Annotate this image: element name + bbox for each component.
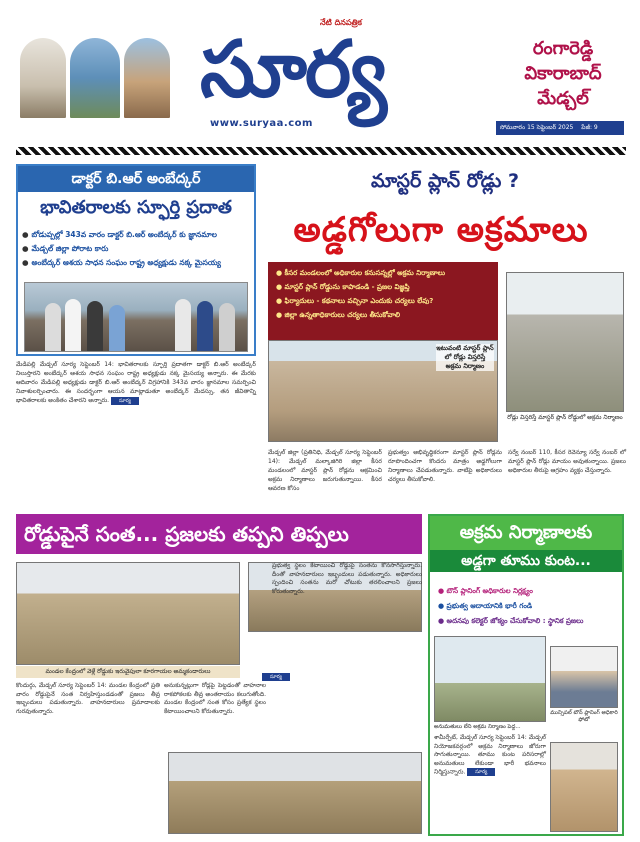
story-headline: అడ్డగోలుగా అక్రమాలు: [293, 210, 589, 250]
building-photo: [550, 742, 618, 832]
bullet-item: ● కీసర మండలంలో అధికారుల కనుసన్నల్లో అక్రమ నిర్మాణాలు: [276, 269, 445, 277]
source-badge: సూర్య: [111, 397, 139, 405]
source-badge: సూర్య: [467, 768, 495, 776]
bullet-icon: ●: [22, 258, 29, 267]
photo-caption: రోడ్లు విస్తరిస్తే మాస్టర్ ప్లాన్ రోడ్డులో అక్రమ నిర్మాణం: [507, 414, 623, 421]
airport-photo: [70, 38, 120, 118]
photo-caption: ఇటువంటి మాస్టర్ ప్లాన్ లో రోడ్లు విస్తరిస్తే అక్రమ నిర్మాణం: [436, 344, 494, 370]
bullet-item: ● టౌన్ ప్లానింగ్ అధికారుల నిర్లక్ష్యం: [438, 587, 533, 595]
body-column: మేడ్చల్ జిల్లా (ప్రతినిధి, మేడ్చల్ సూర్య సెప్టెంబర్ 14): మేడ్చల్ మల్కాజిగిరి జిల్లా కీసర మండలంలో మాస్టర్ ప్లాన్ రోడ్లను ఆక్రమించి అక్రమ నిర్మాణాలు జరుగుతున్నాయి. కీసర ఆవరణ కోసం: [268, 449, 382, 492]
group-photo: [24, 282, 248, 352]
story-kicker: మాస్టర్ ప్లాన్ రోడ్లు ?: [371, 170, 519, 192]
body-column: కొందుర్గు, మేడ్చల్ సూర్య సెప్టెంబర్ 14: మండల కేంద్రంలో ప్రతి వారం రోడ్డుపైనే సంత నిర్వహిస్తుండడంతో ప్రజలు తీవ్ర ఇబ్బందులు పడుతున్నారు. వాహనదారులు ప్రమాదాలకు గురవుతున్నారు.: [16, 682, 160, 715]
illegal-construction-box: [428, 514, 624, 836]
masthead-tagline: నేటి దినపత్రిక: [320, 18, 362, 27]
bullet-item: ● అంబేద్కర్ ఆశయ సాధన సంఘం రాష్ట్ర అధ్యక్షుడు నక్క మైసయ్య: [22, 258, 221, 267]
story-headline: భావితరాలకు స్ఫూర్తి ప్రదాత: [40, 197, 232, 218]
official-portrait: [550, 646, 618, 708]
bullet-item: ● అదనపు కలెక్టర్ జోక్యం చేసుకోవాలి : స్థానిక ప్రజలు: [438, 617, 584, 625]
masthead: [0, 0, 640, 145]
body-column: అనుకున్నట్లుగా రోడ్లపై పెట్టడంతో వాహనాల రాకపోకలకు తీవ్ర అంతరాయం కలుగుతోంది. మండల కేంద్రంలో సంత కోసం ప్రత్యేక స్థలం కేటాయించాలని కోరుతున్నారు.: [164, 682, 266, 715]
issue-date: సోమవారం 15 సెప్టెంబర్ 2025: [500, 124, 574, 131]
story-headline: రోడ్డుపైనే సంత... ప్రజలకు తప్పని తిప్పలు: [16, 514, 422, 554]
story-body: శామీర్పేట్, మేడ్చల్ సూర్య సెప్టెంబర్ 14: మేడ్చల్ నియోజకవర్గంలో అక్రమ నిర్మాణాలు జోరుగా సాగుతున్నాయి. తూము కుంట పరిసరాల్లో అనుమతులు లేకుండా భారీ భవనాలు నిర్మిస్తున్నారు. సూర్య: [434, 734, 546, 776]
hatched-divider: [16, 147, 626, 155]
bullet-icon: ●: [22, 244, 29, 253]
dateline: [496, 121, 624, 135]
statue-photo: [124, 38, 170, 118]
edition-list: [498, 36, 628, 111]
photo-caption: అనుమతులు లేని అక్రమ నిర్మాణం పెద్ద...: [434, 724, 521, 730]
body-column: ప్రభుత్వం అభివృద్ధికరంగా మాస్టర్ ప్లాన్ రోడ్లను రూపొందించగా కొందరు మాత్రం అడ్డగోలుగా నిర్మాణాలు చేపడుతున్నారు. వాటిపై అధికారులు చర్యలు తీసుకోవాలి.: [388, 449, 502, 483]
story-bullets: [268, 262, 498, 340]
website-link[interactable]: www.suryaa.com: [210, 118, 313, 129]
page-number: పేజీ: 9: [581, 124, 598, 131]
bullet-item: ● మేడ్చల్ జిల్లా పోరాట కారు: [22, 244, 109, 253]
bullet-item: ● ప్రభుత్వ ఆదాయానికి భారీ గండి: [438, 602, 533, 610]
vegetable-vendors-photo: [168, 752, 422, 834]
brand-logo-text: సూర్య: [200, 25, 385, 115]
story-bullets: [430, 584, 622, 629]
body-column: ప్రభుత్వ స్థలం కేటాయించి రోడ్డుపై సంతను కొనసాగిస్తున్నారు. దీంతో వాహనదారులు ఇబ్బందులు పడుతున్నారు. అధికారులు స్పందించి సంతను మరో చోటుకు తరలించాలని ప్రజలు కోరుతున్నారు.: [272, 562, 422, 595]
edition-name: మేడ్చల్: [537, 88, 589, 109]
edition-name: వికారాబాద్: [524, 63, 602, 84]
story-bullets: [22, 228, 252, 270]
bullet-item: ● మాస్టర్ ప్లాన్ రోడ్డును కాపాడండి - ప్రజల విజ్ఞప్తి: [276, 283, 410, 291]
story-headline: అక్రమ నిర్మాణాలకు: [430, 516, 622, 550]
edition-name: రంగారెడ్డి: [532, 38, 594, 59]
market-photo: [16, 562, 240, 665]
bullet-item: ● ఫిర్యాదులు - కథనాలు వచ్చినా ఎందుకు చర్యలు లేవు?: [276, 297, 434, 305]
masthead-logo: [200, 20, 450, 130]
body-column: సర్వే నంబర్ 110, కీసర రెవెన్యూ సర్వే నంబర్ లో మాస్టర్ ప్లాన్ రోడ్లు మాయం అవుతున్నాయి. ప్రజలు అధికారుల తీరుపై ఆగ్రహం వ్యక్తం చేస్తున్నారు.: [508, 449, 626, 474]
bullet-icon: ●: [22, 230, 29, 239]
story-kicker: డాక్టర్ బి.ఆర్ అంబేద్కర్: [18, 166, 254, 192]
construction-photo: [506, 272, 624, 412]
story-subhead: అడ్డగా తూము కుంట...: [430, 550, 622, 572]
bullet-item: ● జిల్లా ఉన్నతాధికారులు చర్యలు తీసుకోవాలి: [276, 311, 400, 319]
photo-caption: మండల కేంద్రంలో వెళ్లే రోడ్డుకు ఇరువైపులా కూరగాయల అమ్మకందారులు: [16, 666, 240, 678]
source-badge: సూర్య: [262, 666, 290, 685]
photo-caption: మున్సిపల్ టౌన్ ప్లానింగ్ అధికారి ఫోటో: [550, 710, 618, 723]
bullet-item: ● బోడుప్పల్లో 343వ వారం డాక్టర్ బి.ఆర్ అంబేద్కర్ కు జ్ఞానమాల: [22, 230, 217, 239]
temple-photo: [20, 38, 66, 118]
masthead-photo-strip: [20, 38, 170, 118]
ambedkar-story-box: [16, 164, 256, 356]
pillars-photo: [434, 636, 546, 722]
story-body: [268, 448, 626, 508]
story-body: మేడిపల్లి మేడ్చల్ సూర్య సెప్టెంబర్ 14: భావితరాలకు స్ఫూర్తి ప్రదాతగా డాక్టర్ బి.ఆర్ అంబేద్కర్ నిలుస్తారని అంబేద్కర్ ఆశయ సాధన సంఘం రాష్ట్ర అధ్యక్షుడు నక్క మైసయ్య అన్నారు. ఈ మేరకు ఆదివారం మేడిపల్లి అధ్యక్షుడు డాక్టర్ బి.ఆర్ అంబేద్కర్ విగ్రహానికి 343వ వారం జ్ఞానమాల సమర్పించి నివాళులర్పించారు. ఈ సందర్భంగా ఆయన మాట్లాడుతూ అంబేద్కర్ మేదస్సు, తన జీవితాన్ని భావితరాలకు అంకితం చేశారని అన్నారు. సూర్య: [16, 361, 256, 404]
